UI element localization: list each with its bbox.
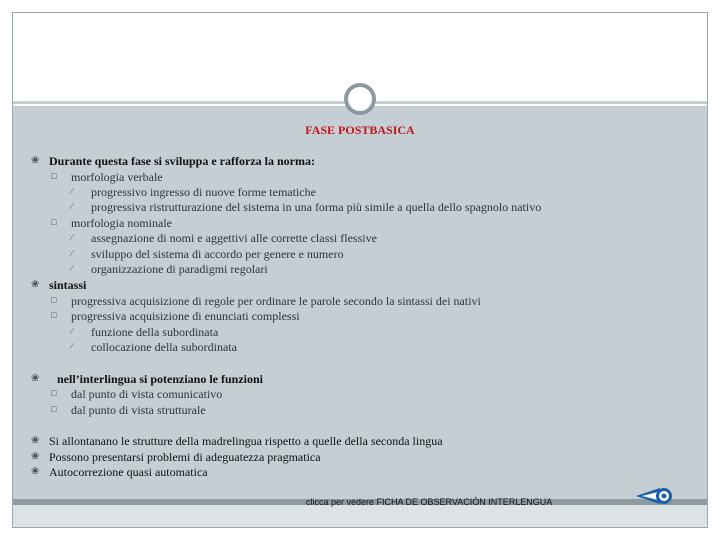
list-item-level-2: morfologia nominale — [71, 216, 172, 230]
list-item-level-2: morfologia verbale — [71, 170, 163, 184]
slide-title: FASE POSTBASICA — [305, 123, 415, 137]
arrow-target-icon[interactable] — [634, 485, 676, 507]
slash-bullet-icon: ∕ — [71, 326, 73, 336]
list-item-level-1: Possono presentarsi problemi di adeguatezza pragmatica — [49, 450, 321, 464]
slash-bullet-icon: ∕ — [71, 263, 73, 273]
list-item-level-1: Durante questa fase si sviluppa e rafforza la norma: — [49, 154, 315, 168]
slide — [12, 12, 708, 528]
list-item-level-3: organizzazione di paradigmi regolari — [91, 262, 268, 276]
ribbon-bullet-icon: ❀ — [31, 466, 40, 477]
square-bullet-icon: □ — [51, 388, 57, 398]
list-item-level-1: sintassi — [49, 278, 87, 292]
ribbon-bullet-icon: ❀ — [31, 373, 40, 384]
list-item-level-3: funzione della subordinata — [91, 325, 219, 339]
ficha-link[interactable]: clicca per vedere FICHA DE OBSERVACIÓN INTERLENGUA — [306, 497, 553, 507]
ribbon-bullet-icon: ❀ — [31, 279, 40, 290]
list-item-level-2: progressiva acquisizione di enunciati complessi — [71, 309, 300, 323]
list-item-level-1: Si allontanano le strutture della madrelingua rispetto a quelle della seconda lingua — [49, 434, 443, 448]
slash-bullet-icon: ∕ — [71, 341, 73, 351]
slash-bullet-icon: ∕ — [71, 186, 73, 196]
ribbon-bullet-icon: ❀ — [31, 451, 40, 462]
slash-bullet-icon: ∕ — [71, 248, 73, 258]
list-item-level-3: sviluppo del sistema di accordo per genere e numero — [91, 247, 344, 261]
square-bullet-icon: □ — [51, 171, 57, 181]
square-bullet-icon: □ — [51, 217, 57, 227]
list-item-level-1: nell’interlingua si potenziano le funzioni — [57, 372, 264, 386]
list-item-level-3: progressivo ingresso di nuove forme tematiche — [91, 185, 316, 199]
list-item-level-3: assegnazione di nomi e aggettivi alle corrette classi flessive — [91, 231, 377, 245]
list-item-level-1: Autocorrezione quasi automatica — [49, 465, 208, 479]
slash-bullet-icon: ∕ — [71, 232, 73, 242]
list-item-level-2: dal punto di vista strutturale — [71, 403, 206, 417]
list-item-level-2: progressiva acquisizione di regole per ordinare le parole secondo la sintassi dei nativi — [71, 294, 481, 308]
list-item-level-3: collocazione della subordinata — [91, 340, 237, 354]
slash-bullet-icon: ∕ — [71, 201, 73, 211]
list-item-level-3: progressiva ristrutturazione del sistema in una forma più simile a quella dello spagnolo nativo — [91, 200, 542, 214]
square-bullet-icon: □ — [51, 310, 57, 320]
square-bullet-icon: □ — [51, 404, 57, 414]
list-item-level-2: dal punto di vista comunicativo — [71, 387, 223, 401]
ribbon-bullet-icon: ❀ — [31, 435, 40, 446]
ribbon-bullet-icon: ❀ — [31, 155, 40, 166]
footer-bar — [13, 505, 707, 527]
header-circle-ornament — [344, 83, 376, 115]
square-bullet-icon: □ — [51, 295, 57, 305]
